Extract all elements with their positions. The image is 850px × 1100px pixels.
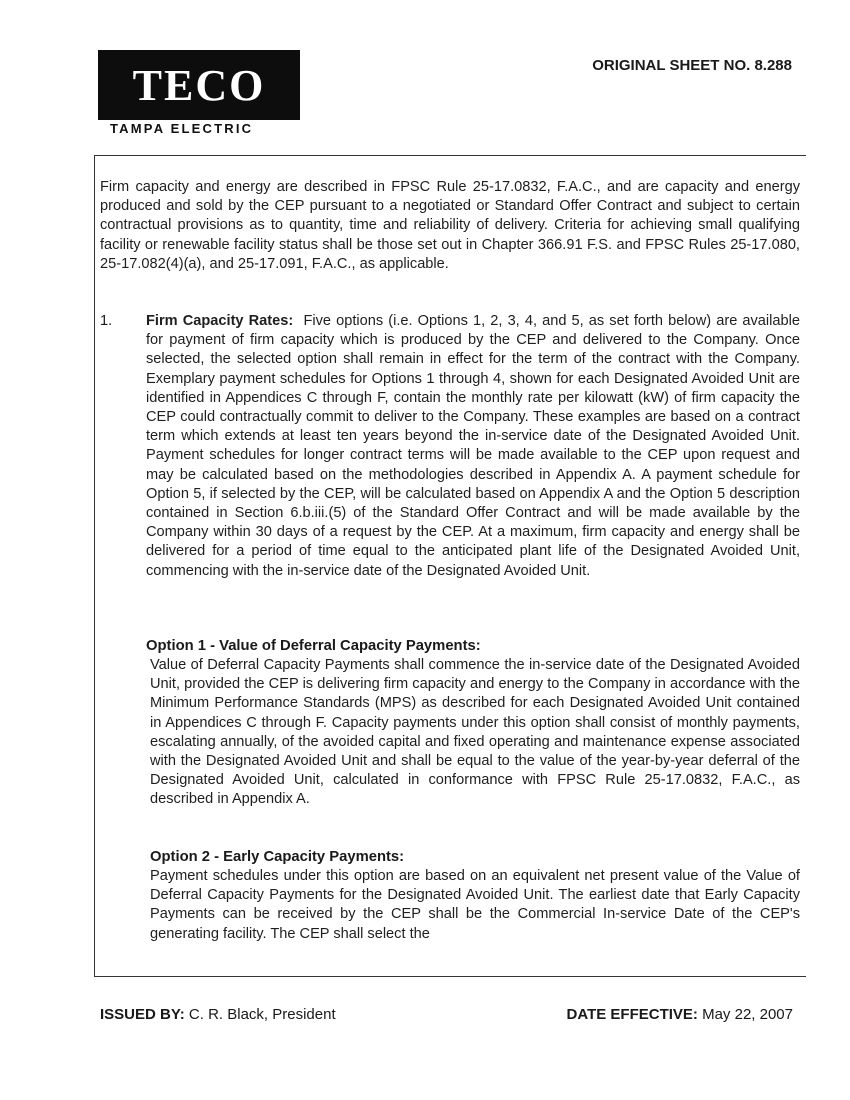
option2-heading: Option 2 - Early Capacity Payments: bbox=[150, 849, 405, 865]
item-number: 1. bbox=[100, 313, 113, 329]
sheet-number: ORIGINAL SHEET NO. 8.288 bbox=[592, 57, 792, 74]
issued-by-value: C. R. Black, President bbox=[188, 1006, 336, 1023]
item-text: Five options (i.e. Options 1, 2, 3, 4, and 5, as set forth below) are available for payment of firm capacity which is produced by the CEP and delivered to the Company. Once selected, the selected option shall remain in effect for the term of the contract with the Company. Exemplary payment schedules for Options 1 through 4, shown for each Designated Avoided Unit are identified in Appendices C through F, contain the monthly rate per kilowatt (kW) of firm capacity the CEP could contractually commit to deliver to the Company. These examples are based on a contract term which extends at least ten years beyond the in-service date of the Designated Avoided Unit. Payment schedules for longer contract terms will be made available to the CEP upon request and may be calculated based on the methodologies described in Appendix A. A payment schedule for Option 5, if selected by the CEP, will be calculated based on Appendix A and the Option 5 description contained in Section 6.b.iii.(5) of the Standard Offer Contract and will be made available by the Company within 30 days of a request by the CEP. At a maximum, firm capacity and energy shall be delivered for a period of time equal to the anticipated plant life of the Designated Avoided Unit, commencing with the in-service date of the Designated Avoided Unit. bbox=[146, 313, 801, 579]
logo-subtitle: TAMPA ELECTRIC bbox=[110, 121, 254, 136]
logo-wordmark: TECO bbox=[132, 61, 266, 110]
date-effective-value: May 22, 2007 bbox=[702, 1006, 793, 1023]
option2-paragraph: Payment schedules under this option are based on an equivalent net present value of the Value of Deferral Capacity Payments for the Designated Avoided Unit. The earliest date that Early Capacity Payments can be received by the CEP shall be the Commercial In-service Date of the CEP's generating facility. The CEP shall select the bbox=[150, 868, 800, 942]
date-effective-label: DATE EFFECTIVE: bbox=[566, 1006, 698, 1023]
issued-by-label: ISSUED BY: bbox=[100, 1006, 185, 1023]
date-effective bbox=[567, 1006, 793, 1023]
item-title: Firm Capacity Rates: bbox=[146, 313, 294, 329]
option1-heading: Option 1 - Value of Deferral Capacity Payments: bbox=[146, 638, 481, 654]
issued-by bbox=[100, 1006, 336, 1023]
teco-logo bbox=[98, 50, 300, 120]
option1-paragraph: Value of Deferral Capacity Payments shall commence the in-service date of the Designated Avoided Unit, provided the CEP is delivering firm capacity and energy to the Company in accordance with the Minimum Performance Standards (MPS) as described for each Designated Avoided Unit contained in Appendices C through F. Capacity payments under this option shall consist of monthly payments, escalating annually, of the avoided capital and fixed operating and maintenance expense associated with the Designated Avoided Unit and shall be equal to the value of the year-by-year deferral of the Designated Avoided Unit, calculated in conformance with FPSC Rule 25-17.0832, F.A.C., as described in Appendix A. bbox=[150, 657, 800, 808]
intro-paragraph: Firm capacity and energy are described in FPSC Rule 25-17.0832, F.A.C., and are capacity and energy produced and sold by the CEP pursuant to a negotiated or Standard Offer Contract and subject to certain contractual provisions as to quantity, time and reliability of delivery. Criteria for achieving small qualifying facility or renewable facility status shall be those set out in Chapter 366.91 F.S. and FPSC Rules 25-17.080, 25-17.082(4)(a), and 25-17.091, F.A.C., as applicable. bbox=[100, 179, 800, 272]
firm-capacity-rates-paragraph bbox=[146, 312, 800, 581]
